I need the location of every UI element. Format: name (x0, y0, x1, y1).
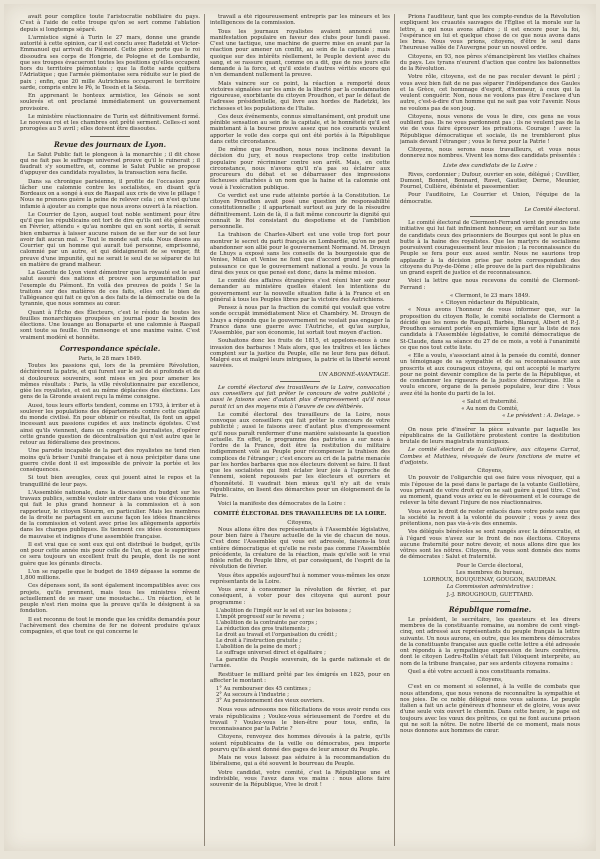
paragraph: Le Courrier de Lyon, auquel tout noble sentiment pour être qu'il que les républicains ont tort de dire qu'ils ont été généreux en Février, attendu « qu'au nombre qui en sont sortis, il serait bien embarras à laisser aucune raison de se fier sur de soi leur avoir fait aucun mal. » Tout le monde sait cela. Nous disons au Courrier qui un homme qui aurait tué personne, emprisonné, calomnié par un autre, et qui dédaignerait de se venger, fit preuve d'une impunité, qui ne serait le seul de se séparer de lui en matière de grand malheur. (20, 211, 200, 268)
program-list (210, 608, 390, 669)
list-item: La garantie du Peuple souverain, de la garde nationale et de l'armée. (210, 656, 390, 669)
paragraph: Citoyens, nous serons nous travailleurs, et vous nous donnerez nos nombres. Vivent les noms des candidats présentés : (400, 147, 580, 160)
paragraph: Une parodie incapable de la part des royalistes ne tend rien moins qu'à briser l'unité française et à nous précipiter dans une guerre civile dont il est impossible de prévoir la portée et les conséquences. (20, 448, 200, 473)
section-divider (470, 423, 510, 424)
paragraph: Rives, cordonnier ; Dufour, ouvrier en soie, délégué ; Cuvillier, Dumont, Bonnet, Bonnard, Ravet, Gautier, Derne, Meunier, Fournel, Cullière, ébéniste et passementier. (400, 171, 580, 190)
paragraph: Le comité électoral des travailleurs de la Loire, nous convoque aux conseillers qui fait prêter le concours de votre publicité ; aussi le faisons avec d'autant plus d'empressement qu'il nous paraît renfermer d'une manière saisissante la question actuelle. En effet, le programme des patriotes a sur nous à l'ordre de la France, doit être la restitution du militaire indigemment volé au Peuple pour récompenser la trahison des complices de l'étranger ; c'est encore au cri de la patrie menacée par les hordes barbares que nos électeurs doivent se faire. Il faut que les socialistes qui font éclater leur joie à l'approche de l'ennemi, soient repoussés par les électeurs et ouvriers et d'honnêteté. Il vaudrait bien mieux qu'il n'y ait de vrais républicains, on lisent des démarches pour un éloignement de la Patrie. (210, 411, 390, 499)
paragraph: Citoyens, nous venons de vous le dire, ces gens ne vous oublient pas. Ils ne vous pardonnent pas ; ils ne veulent pas de la vie de vous faire éprouver les privations. Courage ! avec la République démocratique et sociale, ils ne trembleront plus jamais devant l'étranger ; vous le ferez pour la Patrie ! (400, 113, 580, 145)
paragraph: Toutes les passions qui, lors de la première Révolution, déchirèrent la patrie, et qui furent sur le sol de si profonds et de si douloureux souvenirs, sont mises en jeu pour amener les mêmes résultats : Paris, la ville révolutionnaire par excellence, giée les royalistes, et est au même déplacées des élections. Les gens de la Gironde avaient reçu la même consigne. (20, 363, 200, 401)
paragraph: Votre candidat, votre comité, c'est la République une et indivisible, vous l'avez dans vos mains : nous allons faire souvenir de la République, Vive le droit ! (210, 769, 390, 789)
paragraph: Voici la manifeste des démocrates de la Loire : (218, 501, 346, 508)
list-item: La réduction des gros traitements ; (216, 626, 310, 633)
list-item: 1° Au rembourser des 45 centimes ; (216, 686, 311, 693)
paragraph: Quant à l'Écho des Électeurs, c'est le résidu de toutes les feuilles monarchiques groupées en journal pour la besoin des élections. Une louange au Bonaparte et une calomnie à Raspail sont toute sa feuille. Un mensonge et une maxime vaine. C'est vraiment modéré et honnête. (20, 309, 200, 341)
paragraph: Il est vrai que ce sont eux qui ont distribué le budget, qu'ils ont pour cette année mis pour celle de l'un, et que le supprimer ce sera toujours un excellent fruit du peuple, dont ils ne sont guère que les gérants directs. (20, 541, 200, 567)
paragraph: Citoyens, renvoyez des hommes dévoués à la patrie, qu'ils soient républicains de la veille ou démocrates, peu importe pourvu qu'ils aient donné des gages de leur amour du Peuple. (210, 734, 390, 753)
list-item: L'abolition de la peine de mort ; (216, 644, 301, 651)
paragraph: Prions l'auditeur, tant que les compte-rendus de la Révolution expliquent les cruautés sauvages de l'Église et la morale sur la lettre, a qui nous avons affaire ; il est encore pour la foi, l'espérance en lui et quelque chose de ce que nous avons dans les bras. Nous vous prions, citoyens, d'être le seul dans l'heureuse vallée de l'Auvergne pour un nouvel ordre. (400, 14, 580, 52)
paragraph: « Nous avons l'honneur de vous informer que, sur la proposition du citoyen Rolle, le comité socialiste de Clermont a décidé que les noms de Raspail, Barbès, Blanqui, Albert et P.-J. Proudhon seraient portés en première ligne sur la liste de nos candidats à l'Assemblée législative, le comité démocratique de St-Claude, dans sa séance du 27 de ce mois, a voté à l'unanimité ce que nos tout cette liste. (400, 307, 580, 351)
list-item: Le suffrage universel direct et égalitaire ; (216, 650, 326, 657)
paragraph: C'est en ce moment si solennel, à la veille de combats que nous attendons, que nous venons de reconnaître la sympathie et nos joies. De ce noble délégué nous vous saluons. Le peuple italien a fait un acte généreux d'honneur et de gloire, vous avez d'une seule voix ouvert le chemin. Dans cette heure, le pape est toujours avec les vœux des prêtres, ce qui ne font aucune prison qui ne soit la nôtre. De notre liberté de ce moment, mais nous nous donnons aux hommes de cœur. (400, 684, 580, 734)
signoff: La Commission administrative : (446, 584, 534, 591)
paragraph: Tous les journaux royalistes avaient annoncé une manifestation populaire en faveur des clubs pour lundi passé. C'est une tactique, une machine de guerre mise en avant par la réaction pour amener un conflit, au sein de la capitale ; mais quoique sur des intérêts réellement, le Peuple devient avec du sang, et se rassure quant, comme on a dit, que de nos jours elle demande à la force, et qu'il existe d'autres vérités encore qui n'en demandent nullement la preuve. (210, 28, 390, 79)
paragraph: Un pouvoir de l'oligarchie qui ose faire vous révoquer, qui a mis l'épouse de la pesé dans le partage de la votante Guillotière, vous privant de votre droit qu'on ne sait guère à quel titre. C'est au moment, quand vous aviez eu le dévouement et le courage de relever la tête devant l'injure de nos réactionnaires. (400, 475, 580, 507)
paragraph: Nous vous adressons nos félicitations de vous avoir rendu ces vrais républicains ; Voulez-vous sérieusement de l'ordre et du travail ? Voulez-vous le bien-être pour tous, enfin, la reconnaissance par la Patrie ? (210, 707, 390, 733)
column-rule (394, 14, 395, 846)
section-heading-correspondence: Correspondance spéciale. (59, 343, 161, 353)
paragraph: Votre rôle, citoyens, est de ne pas reculer devant le péril ; vous avez bien fait de ne pas séparer l'indépendance des Gaules et la Grèce, cet hommage d'esprit, d'honneur, à ceux qui la veulent conquérir. Non, nous ne voulons pas être l'esclave d'un autre, c'est-à-dire d'un homme qui ne sait pas voir l'avenir. Nous ne voulons pas de son joug. (400, 74, 580, 112)
column-rule (204, 14, 205, 846)
sub-list (210, 686, 390, 704)
section-divider (470, 601, 510, 602)
salutation: Citoyens, (287, 519, 313, 526)
paragraph: Souhaitons donc les fruits de 1815, et appelons-nous à une invasion des barbares ! Mais alors, que les traîtres et les lâches comptent sur la justice du Peuple, elle ne leur fera pas défaut. Malgré eux et malgré leurs intrigues, la patrie et la liberté seront sauvées. (210, 338, 390, 370)
list-item: L'abolition de la contrainte par corps ; (216, 619, 318, 626)
paragraph: Le comité électoral de Clermont-Ferrand vient de prendre une initiative qui lui fait infiniment honneur, en arrêtant sur sa liste de candidats ceux des prisonniers de Bourges qui sont le plus en butte à la haine des royalistes. Que les martyrs de socialisme poursuivent courageusement leur mission ; la reconnaissance du Peuple se fera pour eux aussi sentir. Nous ne saurions trop applaudir à la décision prise par notre correspondant des citoyens du Puy-de-Dôme ; elle prouve de la part des républicains un grand esprit de justice et de reconnaissance. (400, 220, 580, 276)
signoff: Les membres du bureau, (455, 569, 525, 576)
column-right (400, 14, 580, 846)
paragraph: Vous avez à consommer la révolution de février, et par conséquent, à voter pour des citoyens qui auront pour programme : (210, 587, 390, 606)
list-item: Le droit à l'instruction gratuite ; (216, 638, 302, 645)
letter-dateline: « Clermont, le 23 mars 1849. (449, 292, 531, 299)
paragraph: Dans sa chronique parisienne, il profite de l'occasion pour lâcher une calomnie contre les socialistes, en disant qu'à Bordeaux on a songé à eux de Raspail aux cris de vive le pillage ! Nous ne prenons guère la peine de relever cela ; on n'est qu'une infamie à ajouter au compte que nous avons ouvert à la réaction. (20, 178, 200, 210)
list-item: L'abolition de l'impôt sur le sel et sur les boissons ; (216, 607, 351, 614)
paragraph: En apprenant le honteux armistice, les Génois se sont soulevés et ont proclamé immédiatement un gouvernement provisoire. (20, 93, 200, 112)
paragraph: Ces dépenses sont, ils sont également incompatibles avec ces projets, qu'ils prennent, mais tous les ministres rêvent actuellement de se raser une moustache... Un réaction, et le peuple n'est rien moins que la preuve qu'ils le désignent à sa fondation. (20, 583, 200, 615)
paragraph: Mais vaincre sur ce point, la réaction a remporté deux victoires signalées sur les amis de la liberté par la condamnation rigoureuse, exorbitante du citoyen Proudhon, et par le défaut de l'adresse présidentielle, qui livre aux hordes de Radetzki, les richesses et les populations de l'Italie. (210, 80, 390, 112)
paragraph: « Elle a voulu, s'associant ainsi à la pensée du comité, donner un témoignage de sa sympathie et de sa reconnaissance aux proscrits et aux courageux citoyens, qui ont accepté le martyre pour ne point devenir complice de la perte de la République, et de condamner les rigueurs de la justice démocratique. Elle a voulu encore, organe de la pensée populaire, leur dire : Vous avez été la honte du parti de la loi. (400, 353, 580, 397)
section-intro: Le comité électoral des travailleurs de la Loire, convocation aux conseillers qui fait prêter le concours de votre publicité ; aussi le faisons avec d'autant plus d'empressement qu'il nous parait ici un des moyens mis à l'œuvre de ces délibérés. (210, 384, 390, 410)
paragraph: Si tout bien aveugles, ceux qui jouent ainsi le repos et la tranquillité de leur pays. (20, 475, 200, 488)
salutation: Citoyens, (477, 677, 503, 683)
column-middle (210, 14, 390, 846)
candidate-list-heading: Liste des candidats de la Loire : (443, 162, 537, 169)
paragraph: La Gazette de Lyon vient démontrer que la royauté est le seul salut assuré des nations et prouve son argumentation par l'exemple du Piémont. En voilà des preuves de poids ! Se la traitons sur des matières de ces faits, elles ont le bien de l'allégeance qui fait ce qu'on a des faits de la démocratie ou de la tyrannie, que nous sommes au cœur. (20, 270, 200, 308)
paragraph: Vous êtes appelés aujourd'hui à nommer vous-mêmes les onze représentants de la Loire. (210, 572, 390, 585)
paragraph: Le ministère réactionnaire de Turin est définitivement formé. Le nouveau roi et les chambres ont prêté serment. Celles-ci sont prorogées au 5 avril ; elles doivent être dissoutes. (20, 113, 200, 133)
salutation: Citoyens, (477, 468, 503, 474)
paragraph: Mais ne vous laissez pas séduire à la recommandation du libéralisme, qui a été souvent le bourreau du Peuple. (210, 755, 390, 768)
paragraph: Restituer le milliard prêté par les émigrés en 1825, pour en affecter le montant : (210, 671, 390, 684)
signature: « Le président : A. Delage. » (502, 413, 580, 420)
list-item: L'impôt progressif sur le revenu ; (216, 613, 305, 620)
signoff: Pour le Cercle électoral, (456, 562, 524, 569)
section-divider (90, 136, 130, 137)
signoff-names: LORROUX, BOUQUENAY, GOUGON, BAUDRAN. (423, 577, 557, 583)
paragraph: Ce verdict est une rude atteinte portée à la Constitution. Le citoyen Proudhon avait posé une question de responsabilité constitutionnelle ; il appartenait surtout au jury de la résoudre définitivement. Loin de là, il a fait même concourir la dignité qui connaît le Roi consistant du despotisme et de l'ambition personnelle. (210, 192, 390, 230)
paragraph: Le Salut Public fait le plongeon à la monarchie ; il dit chose qui ne fait pas le suffrage universel prouve qu'il le ruinerait ; il faudrait s'y soumettre, et, comme le Salut Public se propose d'appuyer des candidats royalistes, la transaction sera facile. (20, 151, 200, 177)
paragraph: Le président, le secrétaire, les questeurs et les divers membres de la constituante romaine, au nombre de cent vingt-cinq, ont adressé aux représentants du peuple français la lettre suivante. Un nous aurons, en outre, que les membres démocrates de la constituante française aux quelle cette lettre a été adressée ont répondu à la sympathique expression de leurs confrères, dont le citoyen Ledru-Rollin s'était fait l'éloquent interprète, au nom de la tribune française, par ses ardents citoyens romains : (400, 616, 580, 667)
paragraph: Citoyens, en 93, nos pères s'émancipèrent les vieilles chaînes du pays. Les tyrans n'eurent d'action que contre les baïonnettes de la Révolution. (400, 53, 580, 72)
paragraph: L'Assemblée nationale, dans la discussion du budget sur les travaux publics, semble vouloir entrer dans une voie d'économie qui fait le plus grand honneur à la commission et à son rapporteur, le citoyen Stourm, en particulier. Mais les membres de la droite ne partagent en aucune façon les idées financières de la commission et votent avec prise les allègements apportés dans les charges publiques. Ils tiennent ces idées économiques de mauvaise et indignes d'une assemblée française. (20, 489, 200, 540)
paragraph: Voici la lettre que nous recevons du comité de Clermont-Ferrand : (400, 278, 580, 291)
mention: Le comité électoral de la Guillotière, aux citoyens Carrat, Combes et Mathieu, révoqués de leurs fonctions de maire et d'adjoints. (400, 447, 580, 466)
paragraph: L'on se rappelle que le budget de 1849 dépasse la somme de 1,800 millions. (20, 568, 200, 581)
list-item: Le droit au travail et l'organisation du crédit ; (216, 632, 337, 639)
paragraph: Il est reconnu de tout le monde que les crédits demandés pour l'achèvement des chemins de fer ne doivent produire qu'aux compagnies, et que tout ce qui concerne le (20, 616, 200, 635)
paragraph: avait pour complice toute l'aristocratie nobiliaire du pays. C'est à l'aide de cette troupe qu'on se sert comme l'ablation depuis si longtemps séparé. (20, 14, 200, 33)
paragraph: Aussi, tous leurs efforts tendent, comme en 1793, à irriter et à soulever les populations des départements contre cette capitale du monde civilisé. En pour obtenir ce résultat, ils font un appel incessant aux passions cupides et aux instincts égoïstes. C'est ainsi qu'ils viennent, dans un congrès de journalistes, d'opérer cette grande question de décentralisation qui n'est autre que le retour au fédéralisme des provinces. (20, 402, 200, 446)
paragraph: La trahison de Charles-Albert est une voile trop fort pour montrer le secret du parti français en Lombardie, qu'on ne peut abandonner son allié pour le gouvernement Normand. M. Drouyn de Lhuys a exposé sans les conseils de la bourgeoisie que de Venise, Milan et Venise ne font que d'accord grand la grande puissance ce que le gouvernement national a voulu. Je vous la dirai des yeux ce que pensé est donc, dans la même mission. (210, 232, 390, 276)
section-divider (470, 216, 510, 217)
paragraph: L'armistice signé à Turin le 27 mars, donne une grande autorité à cette opinion, car il est conclu avec Radetzki et Victor-Emmanuel qui arrivait du Piémont. Cette pièce porte que le roi dissoudra ses corps de Hongrie, de Pologne et de Lombardie, que ses troupes évacueront toutes les positions qu'elles occupent hors du territoire piémontais ; que la flotte sarde quittera l'Adriatique ; que l'armée piémontaise sera réduite sur le pied de paix ; enfin, que 20 mille Autrichiens occuperont le territoire sarde, compris entre le Pô, le Tessin et la Sésia. (20, 34, 200, 91)
letter-salutation: « Citoyen rédacteur du Républicain, (440, 300, 540, 306)
list-item: 2° Au secours à l'industrie ; (216, 692, 290, 699)
paragraph: Pour l'auditoire, Le Courrier et Union, l'équipe de la démocratie. (400, 192, 580, 205)
section-heading-rome: République romaine. (448, 604, 532, 614)
paragraph: Vous aviez le droit de rester enlacés dans votre poste sans que la société la revoit à la volonté du pouvoir ; vous y avez des prétentions, non pas vis-à-vis des ennemis. (400, 508, 580, 527)
newspaper-page (4, 4, 596, 851)
column-left (20, 14, 200, 846)
signature: UN ABONNÉ-AVANTAGE. (318, 371, 390, 378)
paragraph: Ces deux événements, connus simultanément, ont produit une pénible sensation au sein de la capitale, et le honnêteté qu'il est maintenant à la bourse prouve assez que nos courants veulent apporter le voile des corps qui ont été portés à la République dans cette circonstance. (210, 113, 390, 145)
paragraph: De même que Proudhon, nous nous inclinons devant la décision du jury, et nous respectons trop cette institution populaire pour récriminer contre son arrêt. Mais, en cette circonstance, nous n'avons qu'il n'a pas su éclairer aux procureurs du débat et se débarrasser des impressions fâcheuses attachées à un nom que la haine et la calomnie ont voué à l'exécration publique. (210, 147, 390, 191)
section-heading-press-review: Revue des journaux de Lyon. (53, 139, 167, 149)
list-item: 3° Au pensionnement des vieux ouvriers. (216, 698, 324, 705)
paragraph: travail a été rigoureusement entrepris par les mineurs et les intelligences de la commission. (210, 14, 390, 27)
paragraph: Le comité des affaires étrangères s'est réuni hier soir pour demander au ministère quelles étaient les intentions du gouvernement sur la nouvelle situation faite à la France et en général à tous les Peuples libres par la victoire des Autrichiens. (210, 278, 390, 303)
paragraph: Nous allons élire des représentants à l'Assemblée législative, pour bien faire à l'heure actuelle de la vie de chacun de nous. C'est donc l'Assemblée qui vous est adressée, faisons-la tout entière démocratique et qu'elle ne reste pas comme l'Assemblée précédente, la créature de la réaction, mais qu'elle soit le vrai fidèle reflet du Peuple libre, et par conséquent, de l'esprit de la révolution de février. (210, 526, 390, 571)
committee-heading: COMITÉ ÉLECTORAL DES TRAVAILLEURS DE LA LOIRE. (213, 510, 387, 517)
closing: « Au nom du Comité, (461, 406, 519, 412)
signature: Le Comité électoral. (524, 206, 580, 213)
paragraph: Pensez à nous par la fraction du comité qui voulait que votre sonde occupât immédiatement Nice et Chambéry. M. Drouyn de Lhuys a répondu que le gouvernement ne voulait pas engager la France dans une guerre avec l'Autriche, et qu'au surplus, l'Assemblée, par son économie, lui sortait tout moyen d'action. (210, 305, 390, 336)
paragraph: On nous prie d'insérer la pièce suivante par laquelle les républicains de la Guillotière protestent contre la destitution brutale de leurs magistrats municipaux. (400, 426, 580, 445)
closing: « Salut et fraternité. (461, 398, 519, 405)
paragraph: Quel a été votre accueil à nos constituants romains. (408, 668, 551, 675)
signoff-names: J.-J. BROUGHOUD, GUETTARD. (446, 591, 534, 598)
dateline: Paris, le 28 mars 1849. (78, 355, 142, 362)
section-divider (280, 381, 320, 382)
paragraph: Vos délégués bénévoles se sont rangés avec la démocratie, et à l'égard vous n'avez sur le front de nos élections. Citoyens aucune fraternité pour notre devoir, et nous allons dire que les vôtres sont les nôtres. Citoyens, ils vous sont donnés des noms de démocrates : Salut et fraternité. (400, 529, 580, 561)
